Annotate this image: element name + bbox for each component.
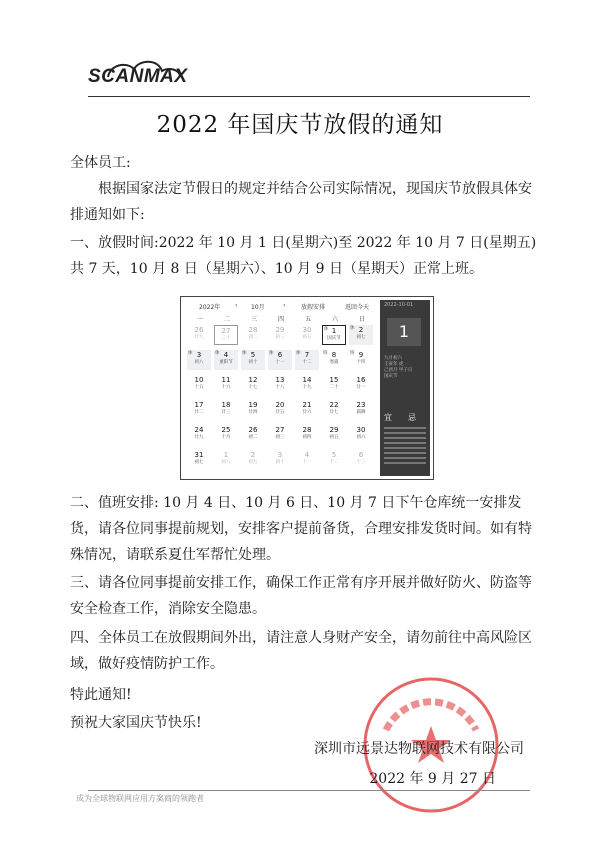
day-number: 14 (302, 376, 312, 384)
day-lunar: 十三 (356, 460, 366, 465)
year-select[interactable]: 2022年 (199, 304, 221, 311)
day-lunar: 三十 (221, 336, 231, 341)
day-number: 27 (221, 327, 231, 335)
weekday-label: 五 (304, 316, 311, 323)
day-number: 23 (356, 401, 366, 409)
weekday-label: 一 (196, 316, 203, 323)
calendar-day[interactable] (295, 450, 319, 470)
day-tag: 休 (350, 326, 355, 331)
detail-lines (384, 424, 426, 467)
day-number: 2 (250, 451, 256, 459)
day-number: 29 (275, 326, 285, 334)
day-lunar: 十五 (194, 385, 204, 390)
calendar-day[interactable] (268, 450, 292, 470)
day-lunar: 霜降 (356, 410, 366, 415)
day-number: 30 (356, 426, 366, 434)
day-number: 28 (248, 326, 258, 334)
detail-day: 1 (387, 318, 421, 346)
day-lunar: 十一 (302, 460, 312, 465)
calendar-day[interactable] (214, 400, 238, 420)
item-3-paragraph: 三、请各位同事提前安排工作，确保工作正常有序开展并做好防火、防盗等安全检查工作，消除安全隐患。 (70, 575, 532, 617)
company-signature: 深圳市远景达物联网技术有限公司 (314, 741, 524, 757)
calendar-toolbar (185, 300, 375, 312)
calendar-day[interactable] (322, 325, 346, 345)
month-select[interactable]: 10月 (251, 304, 265, 311)
closing-wish: 预祝大家国庆节快乐! (70, 715, 202, 731)
day-lunar: 廿五 (275, 410, 285, 415)
detail-yi: 宜 (384, 413, 392, 422)
day-number: 15 (329, 376, 339, 384)
day-lunar: 初九 (248, 460, 258, 465)
day-number: 1 (223, 451, 229, 459)
calendar-day[interactable] (349, 325, 373, 345)
day-number: 8 (331, 351, 337, 359)
calendar-day[interactable] (295, 400, 319, 420)
calendar-day[interactable] (214, 425, 238, 445)
day-lunar: 二十 (329, 385, 339, 390)
detail-date: 2022-10-01 (384, 302, 414, 308)
calendar-day[interactable] (322, 425, 346, 445)
weekday-label: 二 (223, 316, 230, 323)
day-lunar: 初十 (275, 460, 285, 465)
calendar-day[interactable] (268, 325, 292, 345)
calendar-day[interactable] (322, 400, 346, 420)
day-lunar: 十六 (221, 385, 231, 390)
day-lunar: 初五 (302, 335, 312, 340)
day-number: 18 (221, 401, 231, 409)
day-lunar: 廿七 (329, 410, 339, 415)
day-number: 16 (356, 376, 366, 384)
calendar-day[interactable] (241, 350, 265, 370)
day-lunar: 初五 (329, 435, 339, 440)
next-month-icon[interactable]: › (283, 302, 286, 309)
calendar-day[interactable] (214, 350, 238, 370)
day-number: 1 (331, 327, 337, 335)
day-number: 24 (194, 426, 204, 434)
day-tag: 休 (188, 351, 193, 356)
calendar-day[interactable] (322, 375, 346, 395)
calendar-day[interactable] (268, 425, 292, 445)
day-lunar: 廿九 (194, 435, 204, 440)
day-lunar: 初四 (302, 435, 312, 440)
day-lunar: 初三 (275, 435, 285, 440)
day-number: 5 (331, 451, 337, 459)
calendar-day[interactable] (187, 425, 211, 445)
day-number: 26 (194, 326, 204, 334)
day-lunar: 廿六 (302, 410, 312, 415)
day-lunar: 初七 (356, 335, 366, 340)
weekday-label: 日 (358, 316, 365, 323)
day-lunar: 寒露 (329, 360, 339, 365)
day-tag: 休 (324, 327, 329, 332)
day-tag: 休 (296, 351, 301, 356)
item-1-paragraph: 一、放假时间:2022 年 10 月 1 日(星期六)至 2022 年 10 月 7 日(星期五)共 7 天，10 月 8 日（星期六）、10 月 9 日（星期天）正常上班。 (70, 235, 537, 277)
footer-slogan: 成为全球物联网应用方案商的领跑者 (76, 794, 204, 803)
day-lunar: 廿一 (356, 385, 366, 390)
detail-info-line: 己酉月 甲子日 (384, 368, 413, 373)
day-number: 11 (221, 376, 231, 384)
detail-info-line: 九月初六 (384, 356, 402, 361)
day-number: 30 (302, 326, 312, 334)
day-lunar: 十八 (275, 385, 285, 390)
weekday-header (187, 314, 373, 324)
calendar-day[interactable] (187, 350, 211, 370)
weekday-label: 三 (250, 316, 257, 323)
day-number: 17 (194, 401, 204, 409)
calendar-day[interactable] (241, 425, 265, 445)
calendar-day[interactable] (214, 325, 238, 345)
day-lunar: 初二 (248, 335, 258, 340)
day-number: 29 (329, 426, 339, 434)
day-number: 20 (275, 401, 285, 409)
day-lunar: 初六 (356, 435, 366, 440)
day-number: 4 (304, 451, 310, 459)
day-tag: 休 (215, 351, 220, 356)
today-button[interactable]: 返回今天 (345, 304, 370, 311)
calendar-day[interactable] (187, 325, 211, 345)
day-number: 5 (250, 351, 256, 359)
day-lunar: 国庆节 (327, 336, 341, 341)
day-number: 2 (358, 326, 364, 334)
day-number: 9 (358, 351, 364, 359)
day-lunar: 廿三 (221, 410, 231, 415)
calendar-day[interactable] (241, 450, 265, 470)
calendar-day[interactable] (241, 375, 265, 395)
day-lunar: 十七 (248, 385, 258, 390)
day-number: 10 (194, 376, 204, 384)
day-lunar: 初十 (248, 360, 258, 365)
weekday-label: 四 (277, 316, 284, 323)
calendar-day[interactable] (349, 450, 373, 470)
header-rule (88, 96, 530, 97)
day-tag: 休 (269, 351, 274, 356)
calendar-day[interactable] (268, 375, 292, 395)
day-number: 31 (194, 451, 204, 459)
detail-info (384, 356, 426, 380)
day-lunar: 十二 (302, 360, 312, 365)
calendar-day[interactable] (187, 400, 211, 420)
detail-info-line: 国庆节 (384, 374, 398, 379)
day-number: 7 (304, 351, 310, 359)
calendar-day[interactable] (295, 425, 319, 445)
weekday-label: 六 (331, 316, 338, 323)
day-number: 25 (221, 426, 231, 434)
day-number: 26 (248, 426, 258, 434)
day-lunar: 初八 (221, 460, 231, 465)
day-tag: 班 (323, 351, 328, 356)
day-lunar: 廿二 (194, 410, 204, 415)
day-lunar: 十二 (329, 460, 339, 465)
page-title: 2022 年国庆节放假的通知 (156, 112, 444, 138)
signature-date: 2022 年 9 月 27 日 (369, 771, 496, 787)
prev-month-icon[interactable]: ‹ (235, 302, 238, 309)
calendar-day[interactable] (295, 375, 319, 395)
intro-paragraph: 根据国家法定节假日的规定并结合公司实际情况，现国庆节放假具体安排通知如下: (70, 181, 532, 223)
calendar-day[interactable] (349, 425, 373, 445)
day-lunar: 十一 (275, 360, 285, 365)
calendar-day[interactable] (241, 400, 265, 420)
calendar-day[interactable] (295, 350, 319, 370)
day-number: 4 (223, 351, 229, 359)
calendar-day[interactable] (268, 350, 292, 370)
holiday-select[interactable]: 放假安排 (301, 304, 326, 311)
closing-notice: 特此通知! (70, 687, 132, 703)
day-number: 6 (358, 451, 364, 459)
logo-text: SCANMAX (88, 66, 188, 87)
calendar-day[interactable] (322, 450, 346, 470)
day-number: 13 (275, 376, 285, 384)
day-lunar: 廿九 (194, 335, 204, 340)
day-lunar: 初八 (194, 360, 204, 365)
calendar-day[interactable] (322, 350, 346, 370)
day-number: 27 (275, 426, 285, 434)
item-4-paragraph: 四、全体员工在放假期间外出，请注意人身财产安全，请勿前往中高风险区域，做好疫情防护工作。 (70, 630, 532, 672)
day-number: 3 (196, 351, 202, 359)
day-lunar: 十九 (302, 385, 312, 390)
day-lunar: 廿四 (248, 410, 258, 415)
salutation: 全体员工: (70, 155, 131, 171)
day-lunar: 初三 (275, 335, 285, 340)
calendar-day[interactable] (349, 375, 373, 395)
day-number: 22 (329, 401, 339, 409)
day-number: 6 (277, 351, 283, 359)
calendar-detail-panel (380, 300, 430, 476)
calendar-day[interactable] (349, 350, 373, 370)
day-number: 12 (248, 376, 258, 384)
day-lunar: 初七 (194, 460, 204, 465)
day-lunar: 初二 (248, 435, 258, 440)
calendar-day[interactable] (187, 375, 211, 395)
footer-rule (88, 790, 530, 791)
holiday-calendar (180, 296, 434, 480)
detail-info-line: 壬寅年 虎 (384, 362, 404, 367)
day-tag: 休 (242, 351, 247, 356)
day-number: 28 (302, 426, 312, 434)
day-lunar: 重阳节 (219, 360, 233, 365)
detail-ji: 忌 (408, 413, 416, 422)
calendar-day[interactable] (349, 400, 373, 420)
day-number: 21 (302, 401, 312, 409)
calendar-day[interactable] (214, 450, 238, 470)
calendar-day[interactable] (295, 325, 319, 345)
day-tag: 班 (350, 351, 355, 356)
day-lunar: 十四 (356, 360, 366, 365)
item-2-paragraph: 二、值班安排: 10 月 4 日、10 月 6 日、10 月 7 日下午仓库统一安排发货，请各位同事提前规划，安排客户提前备货，合理安排发货时间。如有特殊情况，请联系夏仕军帮忙处理。 (70, 495, 532, 563)
calendar-day[interactable] (187, 450, 211, 470)
calendar-day[interactable] (268, 400, 292, 420)
day-number: 3 (277, 451, 283, 459)
calendar-day[interactable] (241, 325, 265, 345)
day-lunar: 十月 (221, 435, 231, 440)
day-number: 19 (248, 401, 258, 409)
calendar-day[interactable] (214, 375, 238, 395)
